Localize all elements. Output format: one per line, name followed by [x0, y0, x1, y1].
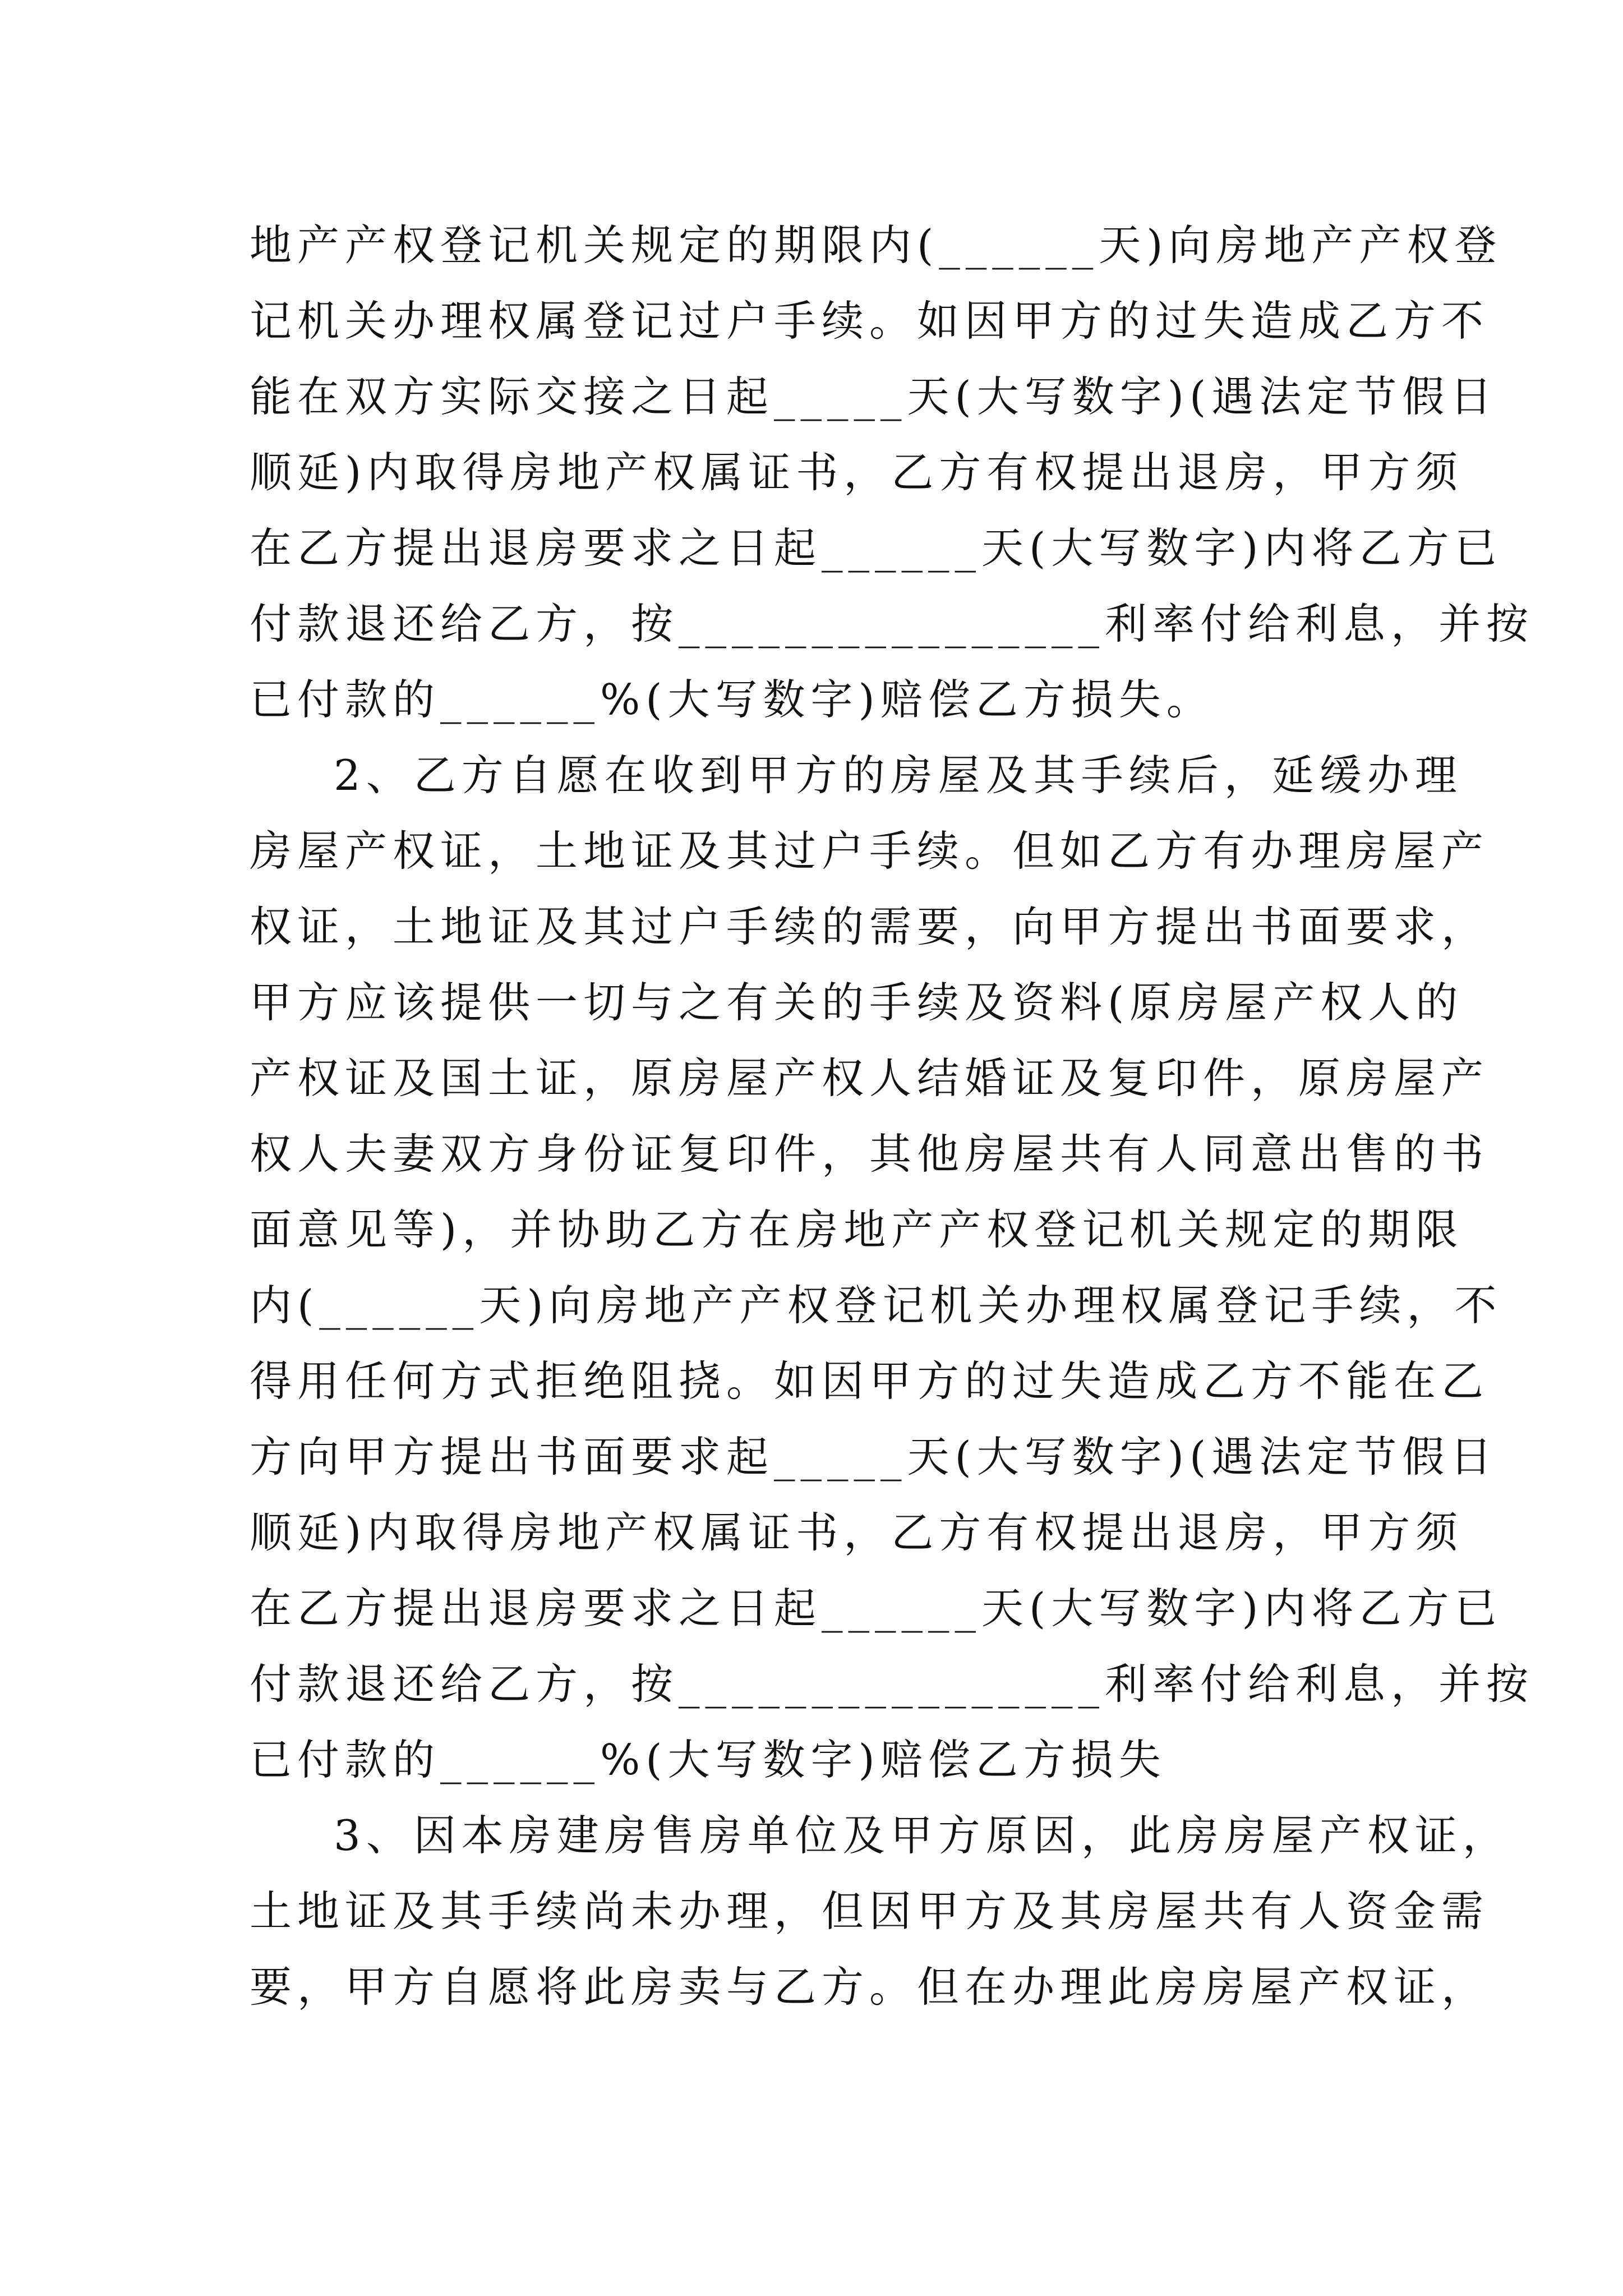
text-line: 权证，土地证及其过户手续的需要，向甲方提出书面要求，: [250, 902, 1490, 951]
text-line: 要，甲方自愿将此房卖与乙方。但在办理此房房屋产权证，: [250, 1962, 1490, 2012]
text-line: 在乙方提出退房要求之日起______天(大写数字)内将乙方已: [250, 523, 1502, 573]
paragraph-2-first-line: 2、乙方自愿在收到甲方的房屋及其手续后，延缓办理: [334, 751, 1463, 800]
text-line: 已付款的______%(大写数字)赔偿乙方损失: [250, 1735, 1166, 1784]
text-line: 付款退还给乙方，按________________利率付给利息，并按: [250, 599, 1534, 648]
text-line: 付款退还给乙方，按________________利率付给利息，并按: [250, 1659, 1534, 1709]
text-line: 在乙方提出退房要求之日起______天(大写数字)内将乙方已: [250, 1584, 1502, 1633]
text-line: 内(______天)向房地产产权登记机关办理权属登记手续，不: [250, 1281, 1502, 1330]
text-line: 能在双方实际交接之日起_____天(大写数字)(遇法定节假日: [250, 372, 1498, 421]
text-line: 土地证及其手续尚未办理，但因甲方及其房屋共有人资金需: [250, 1887, 1490, 1936]
text-line: 得用任何方式拒绝阻挠。如因甲方的过失造成乙方不能在乙: [250, 1356, 1490, 1406]
text-line: 记机关办理权属登记过户手续。如因甲方的过失造成乙方不: [250, 296, 1490, 346]
text-line: 已付款的______%(大写数字)赔偿乙方损失。: [250, 675, 1214, 724]
text-line: 甲方应该提供一切与之有关的手续及资料(原房屋产权人的: [250, 978, 1464, 1027]
text-line: 方向甲方提出书面要求起_____天(大写数字)(遇法定节假日: [250, 1432, 1498, 1481]
text-line: 顺延)内取得房地产权属证书，乙方有权提出退房，甲方须: [250, 1508, 1464, 1557]
text-line: 房屋产权证，土地证及其过户手续。但如乙方有办理房屋产: [250, 826, 1490, 876]
paragraph-3-first-line: 3、因本房建房售房单位及甲方原因，此房房屋产权证，: [334, 1811, 1510, 1860]
text-line: 顺延)内取得房地产权属证书，乙方有权提出退房，甲方须: [250, 448, 1464, 497]
text-line: 面意见等)，并协助乙方在房地产产权登记机关规定的期限: [250, 1205, 1464, 1254]
text-line: 地产产权登记机关规定的期限内(______天)向房地产产权登: [250, 220, 1502, 270]
text-line: 权人夫妻双方身份证复印件，其他房屋共有人同意出售的书: [250, 1129, 1490, 1179]
text-line: 产权证及国土证，原房屋产权人结婚证及复印件，原房屋产: [250, 1053, 1490, 1103]
